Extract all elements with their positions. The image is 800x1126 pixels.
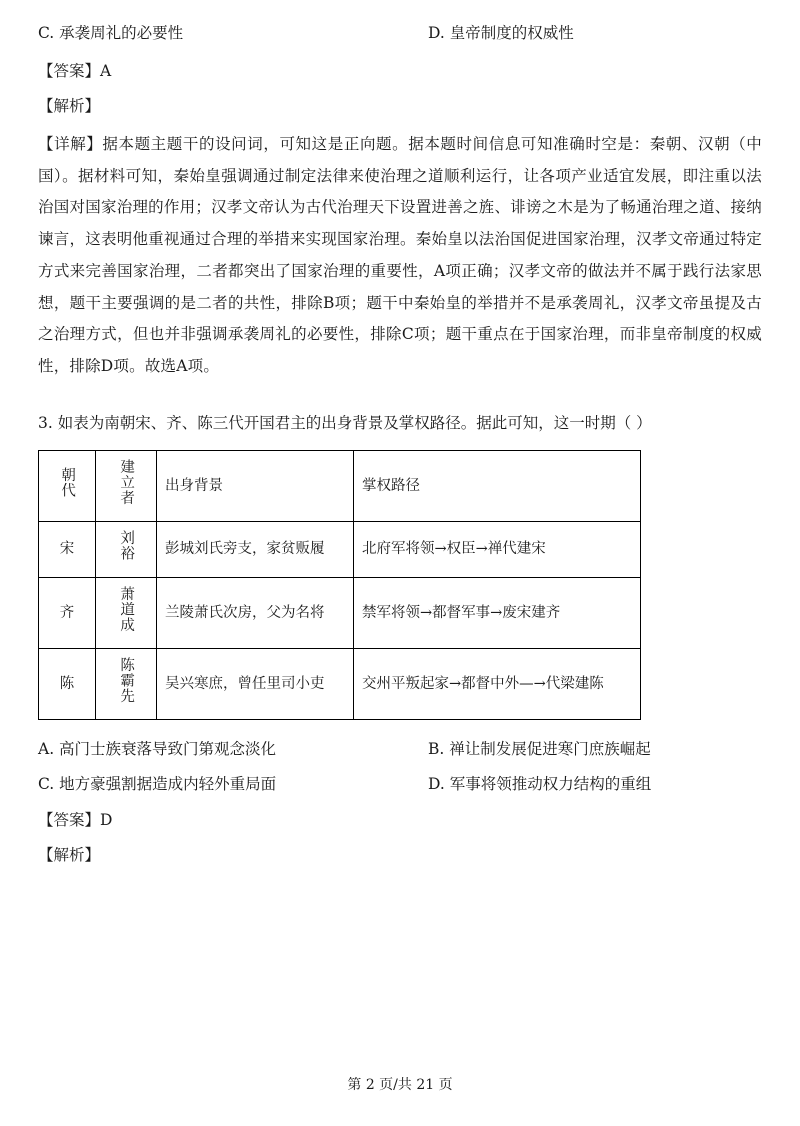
question3-option-b — [400, 738, 762, 761]
row-background: 兰陵萧氏次房，父为名将 — [157, 577, 354, 648]
row-founder-text: 萧道成 — [118, 585, 135, 633]
question2-options-row — [38, 22, 762, 45]
question2-option-d — [400, 22, 762, 45]
row-background: 吴兴寒庶，曾任里司小吏 — [157, 648, 354, 719]
option-b-text: B. 禅让制发展促进寒门庶族崛起 — [428, 739, 651, 758]
option-d-text: D. 军事将领推动权力结构的重组 — [428, 775, 652, 794]
table-row — [39, 577, 641, 648]
question3-option-d — [400, 773, 762, 796]
option-d-text: D. 皇帝制度的权威性 — [428, 24, 574, 42]
question3-options-row-1 — [38, 738, 762, 761]
table-header-background: 出身背景 — [157, 451, 354, 522]
row-path: 交州平叛起家→都督中外—→代梁建陈 — [354, 648, 641, 719]
question3-options — [38, 738, 762, 797]
option-a-text: A. 高门士族衰落导致门第观念淡化 — [38, 739, 277, 758]
row-dynasty: 齐 — [39, 577, 96, 648]
question3-option-c — [38, 773, 400, 796]
table-header-founder — [96, 451, 157, 522]
row-founder — [96, 577, 157, 648]
row-dynasty: 宋 — [39, 522, 96, 577]
question3-table — [38, 450, 641, 719]
row-founder — [96, 648, 157, 719]
question2-option-c — [38, 22, 400, 45]
question2-answer-label: 【答案】A — [38, 62, 112, 81]
table-header-dynasty-text: 朝代 — [59, 467, 76, 499]
question3-options-row-2 — [38, 773, 762, 796]
table-row — [39, 648, 641, 719]
page-footer — [0, 1074, 800, 1094]
option-c-text: C. 承袭周礼的必要性 — [38, 24, 184, 42]
page-number-text: 第 2 页/共 21 页 — [347, 1077, 453, 1093]
question3-stem: 3. 如表为南朝宋、齐、陈三代开国君主的出身背景及掌权路径。据此可知，这一时期（ ） — [38, 413, 652, 432]
table-header-dynasty — [39, 451, 96, 522]
row-dynasty: 陈 — [39, 648, 96, 719]
question3-analysis-label: 【解析】 — [38, 846, 101, 865]
question3-answer-label: 【答案】D — [38, 811, 113, 830]
row-path: 北府军将领→权臣→禅代建宋 — [354, 522, 641, 577]
option-c-text: C. 地方豪强割据造成内轻外重局面 — [38, 775, 277, 794]
table-header-row — [39, 451, 641, 522]
row-founder-text: 刘裕 — [118, 530, 135, 562]
question2-detail-paragraph: 【详解】据本题主题干的设问词，可知这是正向题。据本题时间信息可知准确时空是：秦朝、汉朝（中国）。据材料可知，秦始皇强调通过制定法律来使治理之道顺利运行，让各项产业适宜发展，即注重以法治国对国家治理的作用；汉孝文帝认为古代治理天下设置进善之旌、诽谤之木是为了畅通治理之道、接纳谏言，这表明他重视通过合理的举措来实现国家治理。秦始皇以法治国促进国家治理，汉孝文帝通过特定方式来完善国家治理，二者都突出了国家治理的重要性，A项正确；汉孝文帝的做法并不属于践行法家思想，题干主要强调的是二者的共性，排除B项；题干中秦始皇的举措并不是承袭周礼，汉孝文帝虽提及古之治理方式，但也并非强调承袭周礼的必要性，排除C项；题干重点在于国家治理，而非皇帝制度的权威性，排除D项。故选A项。 — [38, 134, 762, 376]
row-background: 彭城刘氏旁支，家贫贩履 — [157, 522, 354, 577]
row-path: 禁军将领→都督军事→废宋建齐 — [354, 577, 641, 648]
table-header-founder-text: 建立者 — [118, 459, 135, 506]
row-founder — [96, 522, 157, 577]
row-founder-text: 陈霸先 — [118, 656, 135, 704]
table-header-path: 掌权路径 — [354, 451, 641, 522]
table-row — [39, 522, 641, 577]
question2-analysis-label: 【解析】 — [38, 97, 101, 116]
question3-option-a — [38, 738, 400, 761]
